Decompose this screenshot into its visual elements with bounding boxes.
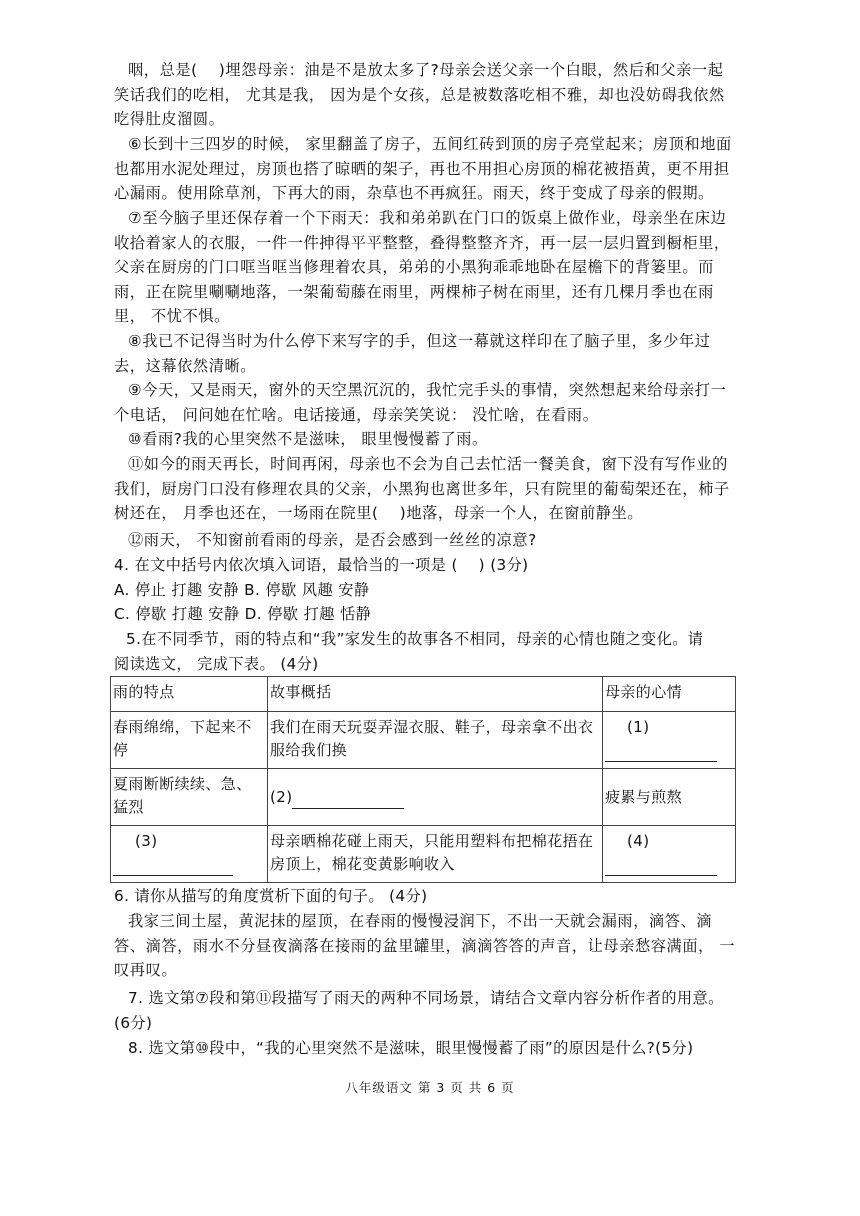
paragraph-6 (114, 132, 752, 206)
text-line: 里， 不忧不惧。 (114, 307, 230, 326)
text-line: 笑话我们的吃相， 尤其是我， 因为是个女孩，总是被数落吃相不雅，却也没妨碍我依然 (114, 85, 725, 104)
text-line: ⑦至今脑子里还保存着一个下雨天：我和弟弟趴在门口的饭桌上做作业，母亲坐在床边 (128, 209, 727, 227)
text-line: 去，这幕依然清晰。 (114, 356, 257, 375)
text-line: ⑫雨天， 不知窗前看雨的母亲，是否会感到一丝丝的凉意? (128, 531, 537, 549)
answer-line[interactable] (292, 792, 404, 809)
table-header-row (111, 677, 736, 712)
text-line: ⑩看雨?我的心里突然不是滋味， 眼里慢慢蓄了雨。 (128, 430, 488, 448)
question-4 (114, 553, 754, 627)
table-cell: 夏雨断断续续、急、猛烈 (111, 769, 268, 826)
paragraph-7 (114, 206, 752, 329)
answer-table (110, 676, 736, 883)
text-line: 雨，正在院里唰唰地落，一架葡萄藤在雨里，两棵柿子树在雨里，还有几棵月季也在雨 (114, 282, 714, 301)
text-line: 父亲在厨房的门口哐当哐当修理着农具，弟弟的小黑狗乖乖地卧在屋檐下的背篓里。而 (114, 258, 714, 277)
table-header: 母亲的心情 (603, 677, 736, 712)
page-footer: 八年级语文 第 3 页 共 6 页 (345, 1080, 515, 1095)
answer-blank-cell[interactable] (603, 826, 736, 883)
question-7-stem: (6分) (114, 1013, 153, 1032)
paragraph-10 (114, 427, 752, 452)
paragraph-continued (114, 58, 752, 132)
question-7-stem: 7. 选文第⑦段和第⑪段描写了雨天的两种不同场景，请结合文章内容分析作者的用意。 (128, 989, 724, 1007)
text-line: 我家三间土屋，黄泥抹的屋顶，在春雨的慢慢浸润下，不出一天就会漏雨，滴答、滴 (128, 912, 713, 930)
text-line: 个电话， 问问她在忙啥。电话接通，母亲笑笑说： 没忙啥，在看雨。 (114, 405, 599, 424)
paragraph-9 (114, 378, 752, 427)
text-line: ⑪如今的雨天再长，时间再闲，母亲也不会为自己去忙活一餐美食，窗下没有写作业的 (128, 455, 728, 473)
question-5-stem: 阅读选文， 完成下表。 (4分) (114, 654, 319, 673)
text-line: ⑧我已不记得当时为什么停下来写字的手，但这一幕就这样印在了脑子里，多少年过 (128, 332, 711, 350)
answer-line[interactable] (605, 745, 717, 762)
text-line: 咽，总是( )埋怨母亲：油是不是放太多了?母亲会送父亲一个白眼，然后和父亲一起 (128, 61, 724, 79)
table-cell: 母亲晒棉花碰上雨天，只能用塑料布把棉花捂在房顶上，棉花变黄影响收入 (268, 826, 603, 883)
text-line: 也都用水泥处理过，房顶也搭了晾晒的架子，再也不用担心房顶的棉花被捂黄，更不用担 (114, 159, 730, 178)
question-6 (114, 884, 754, 909)
text-line: 我们，厨房门口没有修理农具的父亲，小黑狗也离世多年，只有院里的葡萄架还在，柿子 (114, 479, 730, 498)
answer-line[interactable] (605, 859, 717, 876)
text-line: 吃得肚皮溜圆。 (114, 110, 225, 129)
question-6-stem: 6. 请你从描写的角度赏析下面的句子。 (4分) (114, 887, 428, 905)
text-line: ⑨今天，又是雨天，窗外的天空黑沉沉的，我忙完手头的事情，突然想起来给母亲打一 (128, 381, 727, 399)
table-cell: 我们在雨天玩耍弄湿衣服、鞋子，母亲拿不出衣服给我们换 (268, 712, 603, 769)
question-5-stem: 5.在不同季节，雨的特点和“我”家发生的故事各不相同，母亲的心情也随之变化。请 (126, 630, 704, 648)
table-row (111, 769, 736, 826)
question-7 (114, 986, 754, 1035)
question-4-options-ab: A. 停止 打趣 安静 B. 停歇 风趣 安静 (114, 580, 370, 599)
answer-blank-cell[interactable] (603, 712, 736, 769)
paragraph-11 (114, 452, 752, 526)
text-line: 答、滴答，雨水不分昼夜滴落在接雨的盆里罐里，滴滴答答的声音，让母亲愁容满面， 一 (114, 936, 736, 955)
answer-line[interactable] (113, 859, 233, 876)
question-5 (114, 627, 754, 676)
answer-blank-cell[interactable] (111, 826, 268, 883)
blank-label: (1) (627, 718, 650, 736)
text-line: 树还在， 月季也还在，一场雨在院里( )地落，母亲一个人，在窗前静坐。 (114, 504, 644, 523)
blank-label: (3) (135, 832, 158, 850)
table-header: 雨的特点 (111, 677, 268, 712)
table-cell: 疲累与煎熬 (603, 769, 736, 826)
blank-label: (4) (627, 832, 650, 850)
table-row (111, 712, 736, 769)
answer-blank-cell[interactable] (268, 769, 603, 826)
table-header: 故事概括 (268, 677, 603, 712)
paragraph-12 (114, 528, 752, 553)
table-cell: 春雨绵绵，下起来不停 (111, 712, 268, 769)
text-line: 收拾着家人的衣服，一件一件抻得平平整整，叠得整整齐齐，再一层一层归置到橱柜里， (114, 233, 730, 252)
text-line: ⑥长到十三四岁的时候， 家里翻盖了房子，五间红砖到顶的房子亮堂起来；房顶和地面 (128, 135, 732, 153)
text-line: 心漏雨。使用除草剂，下再大的雨，杂草也不再疯狂。雨天，终于变成了母亲的假期。 (114, 184, 714, 203)
question-6-quote (114, 909, 752, 983)
paragraph-8 (114, 329, 752, 378)
text-line: 叹再叹。 (114, 961, 178, 980)
blank-label: (2) (270, 787, 293, 806)
table-row (111, 826, 736, 883)
question-8 (114, 1036, 754, 1061)
question-8-stem: 8. 选文第⑩段中，“我的心里突然不是滋味，眼里慢慢蓄了雨”的原因是什么?(5分) (128, 1039, 694, 1057)
question-4-options-cd: C. 停歇 打趣 安静 D. 停歇 打趣 恬静 (114, 605, 372, 624)
question-4-stem: 4. 在文中括号内依次填入词语，最恰当的一项是 ( ) (3分) (114, 556, 529, 574)
